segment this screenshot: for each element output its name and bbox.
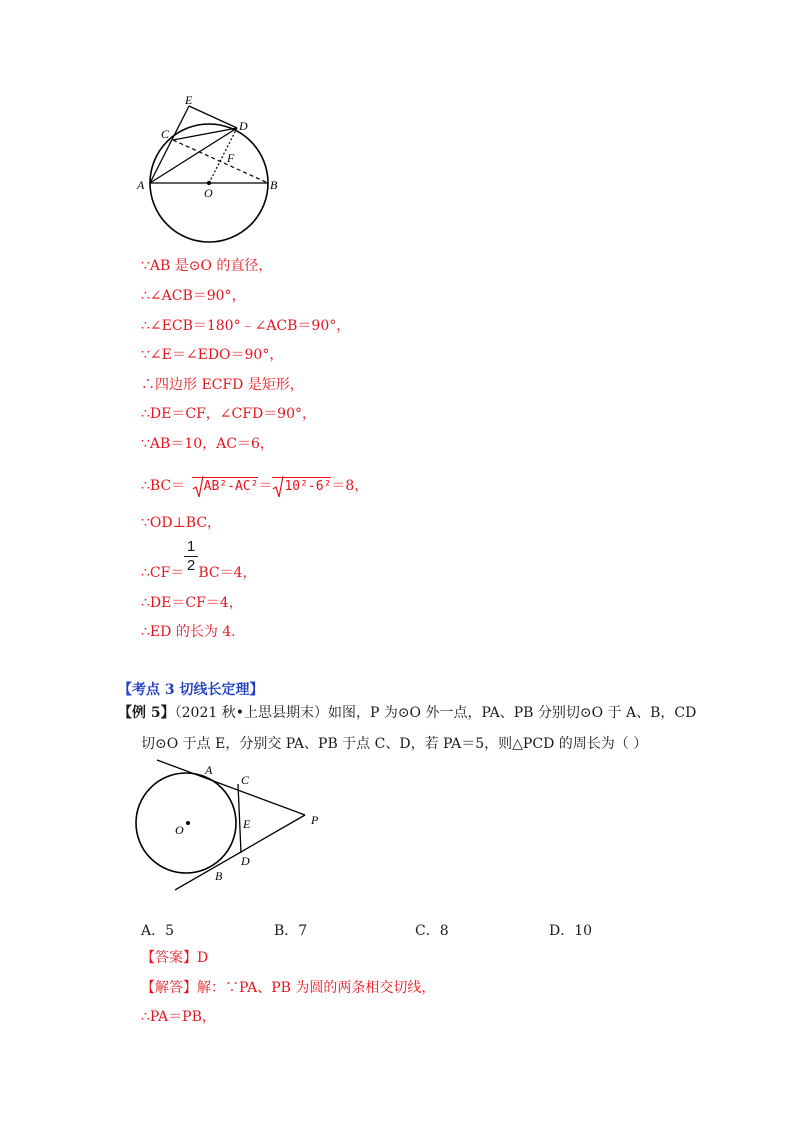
option-b: B．7 (274, 923, 308, 939)
answer-line (141, 949, 208, 967)
option-d: D．10 (549, 923, 593, 939)
solution-line-6: ∴DE＝CF，∠CFD＝90°， (141, 406, 316, 422)
solution-line-11: ∴DE＝CF＝4， (141, 595, 243, 611)
option-c: C．8 (415, 923, 449, 939)
label-d-2: D (241, 854, 250, 868)
tangent-cd (238, 784, 241, 853)
option-a: A．5 (141, 923, 175, 939)
answer-tag: 【答案】 (141, 950, 197, 966)
radical-sign-2 (272, 476, 284, 498)
example-line-1: 【例 5】（2021 秋•上思县期末）如图，P 为⊙O 外一点，PA、PB 分别切⊙O 于 A、B，CD (118, 705, 697, 721)
explanation-line: 【解答】解：∵PA、PB 为圆的两条相交切线， (141, 980, 436, 996)
label-b: B (270, 178, 278, 192)
section-heading: 【考点 3 切线长定理】 (118, 682, 264, 698)
label-o-2: O (175, 823, 184, 837)
label-e-2: E (243, 817, 251, 831)
label-p-2: P (311, 813, 319, 827)
solution-line-2: ∴∠ACB＝90°， (141, 288, 246, 304)
sqrt-10-6: 10²-6² (272, 477, 331, 496)
label-f: F (227, 151, 235, 165)
label-e: E (185, 93, 193, 107)
figure-circle-diameter (135, 92, 295, 262)
example-tag: 【例 5】 (118, 705, 175, 721)
answer-value: D (197, 950, 209, 966)
label-b-2: B (215, 869, 223, 883)
solution-line-4: ∵∠E＝∠EDO＝90°， (141, 347, 284, 363)
solution-line-12: ∴ED 的长为 4. (141, 624, 236, 640)
center-point-o-2 (186, 821, 190, 825)
solution-line-10: ∴CF＝ BC＝4， (141, 565, 257, 581)
label-a: A (137, 178, 145, 192)
final-line: ∴PA＝PB， (141, 1009, 216, 1025)
label-c: C (161, 127, 170, 141)
solution-line-9: ∵OD⊥BC， (141, 515, 222, 531)
fraction-numerator: 1 (186, 538, 196, 555)
example-line-2: 切⊙O 于点 E，分别交 PA、PB 于点 C、D，若 PA＝5，则△PCD 的周长为（ ） (141, 736, 648, 752)
label-o: O (204, 186, 213, 200)
radical-sign (192, 476, 204, 498)
solution-line-3: ∴∠ECB＝180°﹣∠ACB＝90°， (141, 318, 351, 334)
tangent-pa (157, 760, 305, 815)
sqrt-ab-ac: AB²-AC² (192, 477, 259, 496)
solution-line-7: ∵AB＝10，AC＝6， (141, 436, 274, 452)
label-c-2: C (241, 773, 250, 787)
label-a-2: A (205, 763, 213, 777)
solution-line-5: ∴四边形 ECFD 是矩形， (141, 377, 304, 393)
solution-line-1: ∵AB 是⊙O 的直径， (141, 258, 273, 274)
solution-line-8-bc-sqrt: ∴BC＝ AB²-AC²＝ 10²-6²＝8， (141, 477, 368, 496)
explanation-tag: 【解答】 (141, 980, 197, 996)
segment-ae (150, 106, 189, 183)
figure-tangent-lines (135, 756, 335, 896)
label-d: D (239, 119, 248, 133)
center-point-o (207, 181, 211, 185)
fraction-denominator: 2 (186, 557, 196, 574)
